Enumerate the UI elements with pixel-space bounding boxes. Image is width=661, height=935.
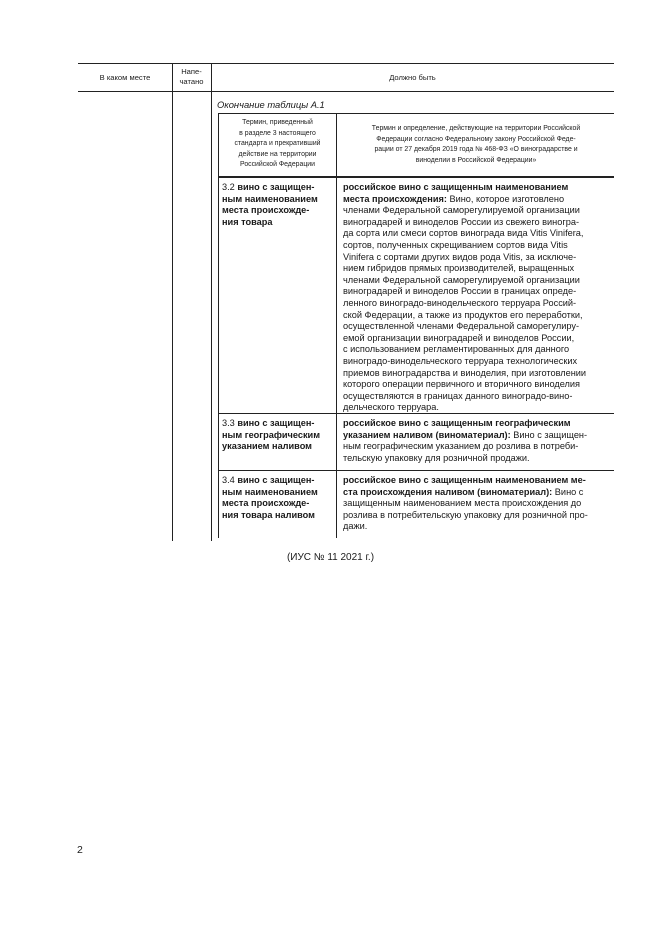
term-text: вино с защищен-	[234, 418, 315, 428]
def-line	[343, 430, 609, 442]
inner-term-line: в разделе 3 настоящего	[239, 129, 316, 137]
term-text: ния товара наливом	[222, 509, 315, 520]
inner-header-definition	[338, 124, 614, 166]
term-text: места происхожде-	[222, 205, 310, 216]
def-line: дажи.	[343, 521, 368, 532]
inner-term-line: Термин, приведенный	[242, 119, 313, 126]
inner-def-line: Термин и определение, действующие на территории Российской	[371, 125, 581, 132]
term-line	[222, 475, 332, 487]
def-bold: российское вино с защищенным наименованием	[343, 182, 569, 192]
def-line: членами Федеральной саморегулируемой организации	[343, 274, 580, 285]
def-line: емой организации виноградарей и виноделов России,	[343, 332, 575, 343]
term-3-3	[222, 418, 332, 453]
term-number: 3.2	[222, 182, 235, 192]
def-line	[343, 182, 609, 194]
def-text: Вино, которое изготовлено	[446, 193, 565, 204]
def-bold: российское вино с защищенным географическим	[343, 418, 571, 428]
def-line	[343, 475, 609, 487]
def-line: которого операции первичного и вторичного виноделия	[343, 379, 580, 390]
term-line	[222, 498, 332, 510]
definition-3-3	[343, 418, 609, 464]
header-where: В каком месте	[99, 73, 151, 82]
inner-term-line: действие на территории	[238, 150, 317, 158]
term-text: указанием наливом	[222, 441, 312, 452]
term-line	[222, 418, 332, 430]
term-number: 3.4	[222, 475, 235, 485]
term-3-2	[222, 182, 332, 228]
header-printed	[172, 67, 211, 87]
inner-middle-rule	[336, 113, 337, 538]
def-line: виноградо-винодельческого терруара технологических	[343, 355, 578, 366]
def-bold: российское вино с защищенным наименованием ме-	[343, 475, 586, 485]
footer-note: (ИУС № 11 2021 г.)	[286, 552, 375, 563]
inner-def-line: рации от 27 декабря 2019 года № 468-ФЗ «О виноградарстве и	[374, 146, 578, 153]
def-bold: ста происхождения наливом (виноматериал):	[343, 486, 553, 497]
def-line: с использованием регламентированных для данного	[343, 344, 570, 355]
table-header-rule	[78, 91, 614, 92]
term-line	[222, 217, 332, 229]
def-line: ской Федерации, а также из продуктов его переработки,	[343, 309, 583, 320]
definition-3-2	[343, 182, 609, 414]
def-text: Вино с	[552, 486, 584, 497]
inner-def-line: виноделии в Российской Федерации»	[415, 156, 537, 164]
def-line: ным географическим указанием до розлива в потреби-	[343, 441, 579, 452]
term-text: вино с защищен-	[234, 475, 315, 485]
term-text: ным географическим	[222, 429, 321, 440]
page-number: 2	[77, 844, 83, 856]
term-text: вино с защищен-	[234, 182, 315, 192]
header-printed-line1: Напе-	[181, 67, 202, 76]
term-number: 3.3	[222, 418, 235, 428]
def-line: розлива в потребительскую упаковку для розничной про-	[343, 509, 588, 520]
table-caption: Окончание таблицы А.1	[217, 99, 325, 110]
def-line: осуществляются в границах данного виноградо-вино-	[343, 390, 573, 401]
term-text: места происхожде-	[222, 498, 310, 509]
term-text: ным наименованием	[222, 193, 318, 204]
def-line: нием гибридов прямых производителей, выращенных	[343, 263, 575, 274]
term-line	[222, 441, 332, 453]
def-line	[343, 194, 609, 206]
def-line: осуществленной членами Федеральной саморегулиру-	[343, 321, 580, 332]
table-top-rule	[78, 63, 614, 64]
inner-left-rule	[218, 113, 219, 538]
inner-top-rule	[218, 113, 614, 114]
def-line: членами Федеральной саморегулируемой организации	[343, 205, 580, 216]
term-3-4	[222, 475, 332, 521]
def-line: сортов, полученных скрещиванием сортов вида Vitis	[343, 239, 568, 250]
term-text: ным наименованием	[222, 486, 318, 497]
header-should-be: Должно быть	[389, 73, 436, 82]
column-divider-1	[172, 63, 173, 541]
term-line	[222, 510, 332, 522]
inner-term-line: Российской Федерации	[240, 161, 315, 168]
def-line: защищенным наименованием места происхождения до	[343, 498, 582, 509]
def-text: Вино с защищен-	[510, 429, 588, 440]
inner-header-term	[221, 118, 334, 171]
def-line: Vinifera с сортами других видов рода Vitis, за исключе-	[343, 251, 577, 262]
def-line: виноградарей и виноделов России из свежего виногра-	[343, 216, 579, 227]
inner-header-rule	[218, 176, 614, 178]
def-line: тельскую упаковку для розничной продажи.	[343, 452, 530, 463]
term-line	[222, 430, 332, 442]
def-line: ленного виноградо-винодельческого терруара Россий-	[343, 297, 577, 308]
header-printed-line2: чатано	[179, 77, 204, 86]
term-line	[222, 182, 332, 194]
term-text: ния товара	[222, 216, 273, 227]
def-bold: места происхождения:	[343, 193, 447, 204]
def-line: приемов виноградарства и виноделия, при изготовлении	[343, 367, 587, 378]
def-line	[343, 487, 609, 499]
term-line	[222, 194, 332, 206]
term-line	[222, 205, 332, 217]
def-line: дельческого терруара.	[343, 402, 439, 413]
def-line	[343, 418, 609, 430]
inner-term-line: стандарта и прекративший	[234, 140, 321, 147]
row-divider-2	[218, 470, 614, 471]
def-line: виноградарей и виноделов России в границах опреде-	[343, 286, 577, 297]
column-divider-2	[211, 63, 212, 541]
def-line: да сорта или смеси сортов винограда вида Vitis Vinifera,	[343, 228, 584, 239]
def-bold: указанием наливом (виноматериал):	[343, 429, 511, 440]
inner-def-line: Федерации согласно Федеральному закону Российской Феде-	[376, 135, 576, 143]
definition-3-4	[343, 475, 609, 533]
term-line	[222, 487, 332, 499]
